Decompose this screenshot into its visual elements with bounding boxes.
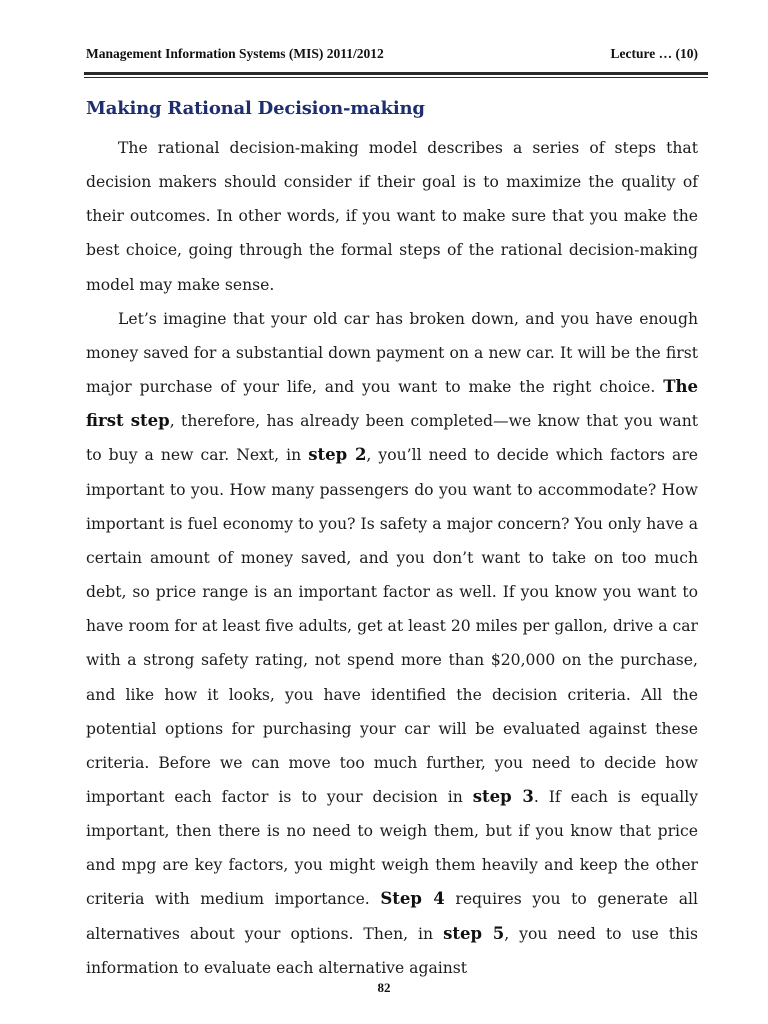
page-number: 82 <box>377 980 391 995</box>
body-text <box>86 131 698 985</box>
page-header <box>86 46 698 66</box>
bold-step-5: step 5 <box>443 923 505 943</box>
header-rule-thin <box>84 77 708 78</box>
bold-step-3: step 3 <box>472 786 534 806</box>
bold-step-2: step 2 <box>308 445 367 465</box>
bold-step-4: Step 4 <box>380 889 445 909</box>
text-run: . If each is equally important, then there is no need to weigh them, but if you know that price and mpg are key factors, you might weigh them heavily and keep the other criteria with medium importance. <box>86 787 699 909</box>
text-run: , you need to use this information to evaluate each alternative against <box>86 924 698 977</box>
text-run: , therefore, has already been completed—we know that you want to buy a new car. Next, in <box>86 412 699 465</box>
paragraph-2 <box>86 302 698 985</box>
course-title: Management Information Systems (MIS) 2011/2012 <box>86 46 384 61</box>
bold-step-1: The first step <box>86 377 698 431</box>
text-run: , you’ll need to decide which factors are important to you. How many passengers do you want to accommodate? How important is fuel economy to you? Is safety a major concern? You only have a certain amount of money saved, and you don’t want to take on too much debt, so price range is an important factor as well. If you know you want to have room for at least five adults, get at least 20 miles per gallon, drive a car with a strong safety rating, not spend more than $20,000 on the purchase, and like how it looks, you have identified the decision criteria. All the potential options for purchasing your car will be evaluated against these criteria. Before we can move too much further, you need to decide how important each factor is to your decision in <box>86 446 698 806</box>
text-run: Let’s imagine that your old car has broken down, and you have enough money saved for a substantial down payment on a new car. It will be the first major purchase of your life, and you want to make the right choice. <box>86 309 698 397</box>
header-rule-thick <box>84 72 708 75</box>
section-title: Making Rational Decision-making <box>86 98 425 119</box>
lecture-label: Lecture … (10) <box>610 46 698 61</box>
text-run: requires you to generate all alternatives about your options. Then, in <box>86 890 698 943</box>
paragraph-1: The rational decision-making model describes a series of steps that decision makers should consider if their goal is to maximize the quality of their outcomes. In other words, if you want to make sure that you make the best choice, going through the formal steps of the rational decision-making model may make sense. <box>86 139 698 294</box>
